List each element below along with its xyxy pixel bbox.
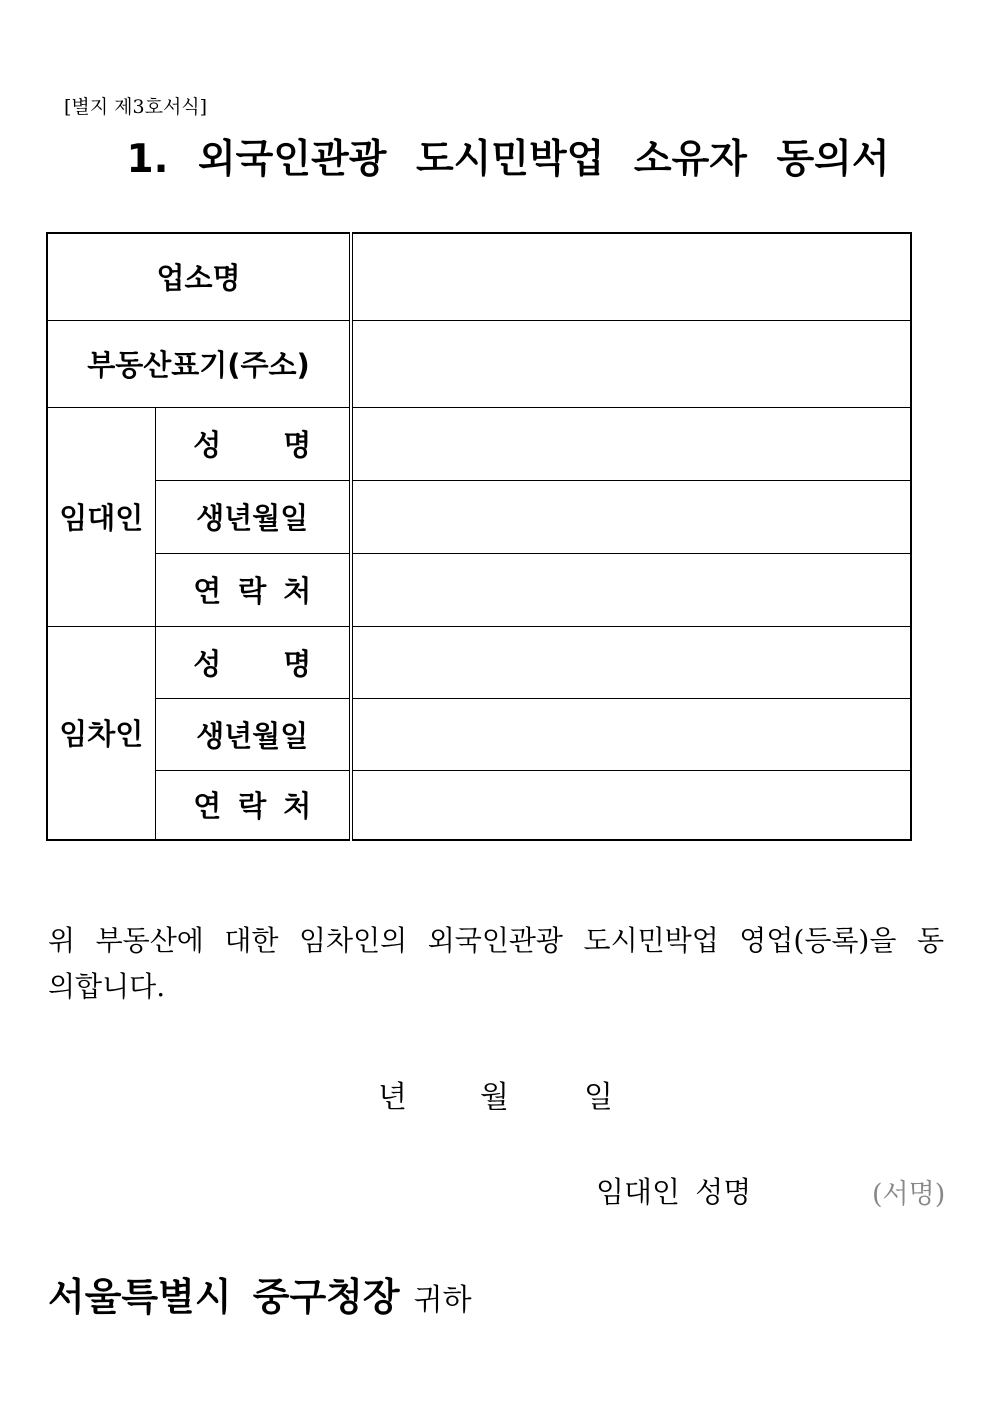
tenant-contact-label: 연 락 처 [155,770,351,840]
addressee-honorific: 귀하 [413,1283,472,1318]
date-month-label: 월 [480,1080,509,1115]
tenant-birth-field[interactable] [351,698,911,770]
landlord-birth-field[interactable] [351,480,911,553]
landlord-group-label: 임대인 [47,407,155,626]
landlord-contact-label: 연 락 처 [155,553,351,626]
landlord-contact-field[interactable] [351,553,911,626]
tenant-name-field[interactable] [351,626,911,698]
tenant-group-label: 임차인 [47,626,155,840]
business-name-label: 업소명 [47,233,351,320]
business-name-row [47,233,911,320]
address-label: 부동산표기(주소) [47,320,351,407]
document-title: 1. 외국인관광 도시민박업 소유자 동의서 [126,137,890,182]
consent-statement: 위 부동산에 대한 임차인의 외국인관광 도시민박업 영업(등록)을 동의합니다. [48,924,944,1003]
tenant-name-label: 성 명 [155,626,351,698]
landlord-name-label: 성 명 [155,407,351,480]
landlord-name-row [47,407,911,480]
form-number: [별지 제3호서식] [64,96,208,118]
tenant-contact-row [47,770,911,840]
business-name-field[interactable] [351,233,911,320]
tenant-birth-label: 생년월일 [155,698,351,770]
landlord-signature-label: 임대인 성명 [596,1175,752,1209]
tenant-contact-field[interactable] [351,770,911,840]
address-row [47,320,911,407]
addressee [48,1266,472,1321]
tenant-name-row [47,626,911,698]
date-day-label: 일 [584,1080,613,1115]
addressee-name: 서울특별시 중구청장 [48,1275,400,1319]
landlord-name-field[interactable] [351,407,911,480]
landlord-contact-row [47,553,911,626]
date-year-label: 년 [378,1080,407,1115]
tenant-birth-row [47,698,911,770]
signature-mark: (서명) [872,1179,946,1210]
consent-table [46,232,912,841]
landlord-birth-row [47,480,911,553]
address-field[interactable] [351,320,911,407]
landlord-birth-label: 생년월일 [155,480,351,553]
